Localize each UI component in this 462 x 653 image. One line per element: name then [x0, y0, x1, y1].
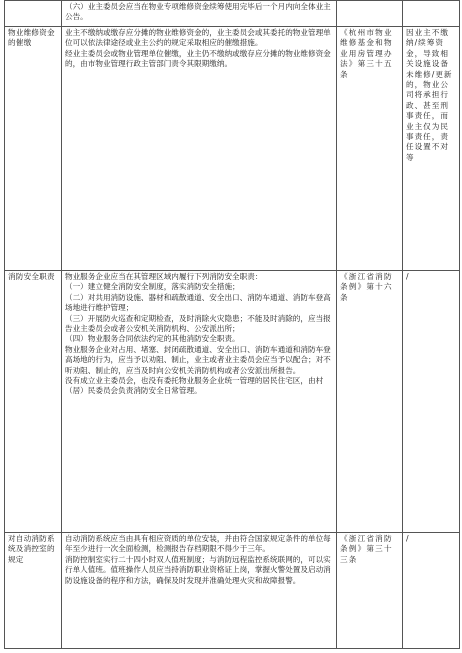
content-cell — [62, 27, 337, 271]
table-row — [5, 1, 460, 27]
content-cell — [62, 1, 337, 27]
content-paragraph: 物业服务企业对占用、堵塞、封闭疏散通道、安全出口、消防车通道和消防车登高场地的行为，应当予以劝阻、制止，业主或者业主委员会应当予以配合；对不听劝阻、制止的，应当及时向公安机关消防机构或者公安派出所报告。 — [65, 344, 331, 375]
regulation-table — [4, 0, 460, 649]
responsibility-cell: 因业主不缴纳/续筹资金，导致相关设施设备未维修/更新的，物业公司将承担行政、甚至刑事责任，而业主仅为民事责任，责任设置不对等 — [403, 27, 460, 271]
content-paragraph: （六）业主委员会应当在物业专项维修资金续筹使用完毕后一个月内向全体业主公告。 — [65, 2, 331, 22]
content-paragraph: 消防控制室实行二十四小时双人值班制度；与消防远程监控系统联网的，可以实行单人值班。值班操作人员应当持消防职业资格证上岗，掌握火警处置及启动消防设施设备的程序和方法，确保及时发现并准确处理火灾和故障报警。 — [65, 554, 331, 585]
table-row — [5, 271, 460, 533]
content-paragraph: 物业服务企业应当在其管理区域内履行下列消防安全职责： — [65, 272, 263, 281]
content-paragraph: （四）物业服务合同依法约定的其他消防安全职责。 — [65, 334, 240, 344]
content-paragraph: 自动消防系统应当由具有相应资质的单位安装，并由符合国家规定条件的单位每年至少进行一次全面检测，检测报告存档期限不得少于三年。 — [65, 534, 331, 554]
basis-cell: 《浙江省消防条例》第十六条 — [337, 271, 403, 533]
table-row — [5, 27, 460, 271]
basis-cell: 《浙江省消防条例》第三十三条 — [337, 533, 403, 649]
content-paragraph: 经业主委员会或物业管理单位催缴，业主仍不缴纳或缴存应分摊的物业维修资金的，由市物业管理行政主管部门责令其限期缴纳。 — [65, 48, 331, 69]
content-cell — [62, 271, 337, 533]
content-paragraph: （三）开展防火巡查和定期检查，及时消除火灾隐患；不能及时消除的，应当报告业主委员会或者公安机关消防机构、公安派出所； — [65, 313, 331, 334]
topic-cell: 对自动消防系统及消控室的规定 — [5, 533, 62, 649]
content-paragraph: 业主不缴纳或缴存应分摊的物业维修资金的，业主委员会或其委托的物业管理单位可以依法律途径或业主公约的规定采取相应的催缴措施。 — [65, 28, 331, 48]
topic-cell: 物业维修资金的催缴 — [5, 27, 62, 271]
content-paragraph: （一）建立健全消防安全制度，落实消防安全措施； — [65, 282, 240, 292]
basis-cell — [337, 1, 403, 27]
responsibility-cell: / — [403, 271, 460, 533]
content-paragraph: 没有成立业主委员会，也没有委托物业服务企业统一管理的居民住宅区，由村（居）民委员会负责消防安全日常管理。 — [65, 376, 324, 396]
table-row — [5, 533, 460, 649]
content-cell — [62, 533, 337, 649]
basis-cell: 《杭州市物业维修基金和物业用房管理办法》第三十五条 — [337, 27, 403, 271]
topic-cell — [5, 1, 62, 27]
topic-cell: 消防安全职责 — [5, 271, 62, 533]
content-paragraph: （二）对共用消防设施、器材和疏散通道、安全出口、消防车通道、消防车登高场地进行维护管理； — [65, 292, 331, 313]
responsibility-cell — [403, 1, 460, 27]
responsibility-cell: / — [403, 533, 460, 649]
